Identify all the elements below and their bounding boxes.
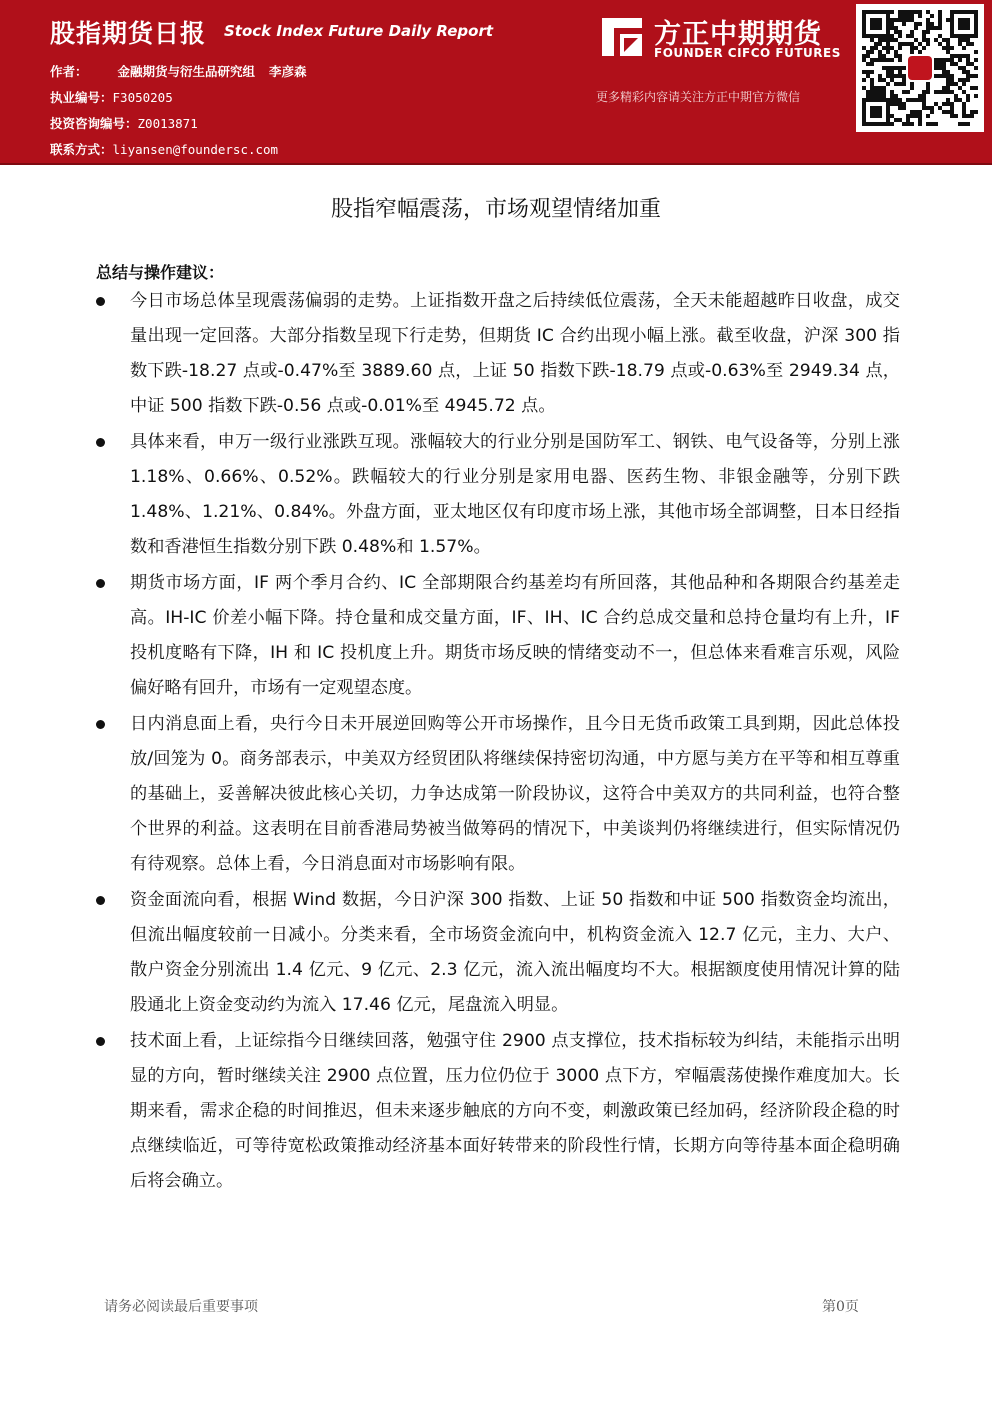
author-name: 李彦森 bbox=[269, 64, 307, 79]
license-label: 执业编号： bbox=[50, 90, 113, 105]
page-number: 第0页 bbox=[822, 1299, 859, 1315]
bullet-item bbox=[96, 425, 900, 565]
bullet-item bbox=[96, 566, 900, 706]
bullet-text: 今日市场总体呈现震荡偏弱的走势。上证指数开盘之后持续低位震荡，全天未能超越昨日收盘，成交量出现一定回落。大部分指数呈现下行走势，但期货 IC 合约出现小幅上涨。截至收盘，沪深 300 指数下跌-18.27 点或-0.47%至 3889.60 点，上证 50 指数下跌-18.79 点或-0.63%至 2949.34 点，中证 500 指数下跌-0.56 点或-0.01%至 4945.72 点。 bbox=[130, 291, 900, 416]
consult-label: 投资咨询编号： bbox=[50, 116, 138, 131]
bullet-item bbox=[96, 883, 900, 1023]
author-label: 作者： bbox=[50, 64, 88, 79]
author-org: 金融期货与衍生品研究组 bbox=[117, 64, 256, 79]
page-title: 股指窄幅震荡，市场观望情绪加重 bbox=[330, 197, 661, 222]
header-divider bbox=[0, 163, 992, 165]
contact-label: 联系方式： bbox=[50, 142, 113, 157]
bullet-dot-icon bbox=[96, 720, 105, 729]
bullet-item bbox=[96, 284, 900, 424]
bullet-dot-icon bbox=[96, 579, 105, 588]
contact-email: liyansen@foundersc.com bbox=[112, 142, 279, 157]
report-title-zh: 股指期货日报 bbox=[50, 19, 207, 48]
license-value: F3050205 bbox=[112, 90, 173, 105]
bullet-item bbox=[96, 1024, 900, 1199]
summary-bullet-list bbox=[96, 284, 900, 1200]
license-line bbox=[50, 88, 173, 106]
bullet-dot-icon bbox=[96, 438, 105, 447]
report-title-en: Stock Index Future Daily Report bbox=[224, 22, 494, 40]
section-heading: 总结与操作建议： bbox=[96, 263, 225, 282]
bullet-dot-icon bbox=[96, 297, 105, 306]
company-logo-en: FOUNDER CIFCO FUTURES bbox=[654, 46, 841, 60]
bullet-text: 具体来看，申万一级行业涨跌互现。涨幅较大的行业分别是国防军工、钢铁、电气设备等，分别上涨 1.18%、0.66%、0.52%。跌幅较大的行业分别是家用电器、医药生物、非银金融等，分别下跌 1.48%、1.21%、0.84%。外盘方面，亚太地区仅有印度市场上涨，其他市场全部调整，日本日经指数和香港恒生指数分别下跌 0.48%和 1.57%。 bbox=[130, 432, 900, 557]
consult-line bbox=[50, 114, 198, 132]
bullet-item bbox=[96, 707, 900, 882]
bullet-dot-icon bbox=[96, 896, 105, 905]
contact-line bbox=[50, 140, 278, 158]
footer-disclaimer: 请务必阅读最后重要事项 bbox=[104, 1299, 258, 1315]
wechat-note: 更多精彩内容请关注方正中期官方微信 bbox=[596, 90, 801, 104]
report-header bbox=[0, 0, 992, 165]
bullet-text: 技术面上看，上证综指今日继续回落，勉强守住 2900 点支撑位，技术指标较为纠结，未能指示出明显的方向，暂时继续关注 2900 点位置，压力位仍位于 3000 点下方，窄幅震荡使操作难度加大。长期来看，需求企稳的时间推迟，但未来逐步触底的方向不变，刺激政策已经加码，经济阶段企稳的时点继续临近，可等待宽松政策推动经济基本面好转带来的阶段性行情，长期方向等待基本面企稳明确后将会确立。 bbox=[130, 1031, 900, 1191]
bullet-text: 日内消息面上看，央行今日未开展逆回购等公开市场操作，且今日无货币政策工具到期，因此总体投放/回笼为 0。商务部表示，中美双方经贸团队将继续保持密切沟通，中方愿与美方在平等和相互尊重的基础上，妥善解决彼此核心关切，力争达成第一阶段协议，这符合中美双方的共同利益，也符合整个世界的利益。这表明在目前香港局势被当做筹码的情况下，中美谈判仍将继续进行，但实际情况仍有待观察。总体上看，今日消息面对市场影响有限。 bbox=[130, 714, 900, 874]
company-logo-text: 方正中期期货 bbox=[654, 19, 822, 50]
author-line bbox=[50, 62, 307, 80]
consult-value: Z0013871 bbox=[137, 116, 198, 131]
bullet-text: 期货市场方面，IF 两个季月合约、IC 全部期限合约基差均有所回落，其他品种和各期限合约基差走高。IH-IC 价差小幅下降。持仓量和成交量方面，IF、IH、IC 合约总成交量和总持仓量均有上升，IF 投机度略有下降，IH 和 IC 投机度上升。期货市场反映的情绪变动不一，但总体来看难言乐观，风险偏好略有回升，市场有一定观望态度。 bbox=[130, 573, 900, 698]
bullet-text: 资金面流向看，根据 Wind 数据，今日沪深 300 指数、上证 50 指数和中证 500 指数资金均流出，但流出幅度较前一日减小。分类来看，全市场资金流向中，机构资金流入 12.7 亿元，主力、大户、散户资金分别流出 1.4 亿元、9 亿元、2.3 亿元，流入流出幅度均不大。根据额度使用情况计算的陆股通北上资金变动约为流入 17.46 亿元，尾盘流入明显。 bbox=[130, 890, 900, 1015]
bullet-dot-icon bbox=[96, 1037, 105, 1046]
founder-logo-icon bbox=[598, 12, 646, 62]
wechat-qr-code bbox=[856, 4, 984, 132]
